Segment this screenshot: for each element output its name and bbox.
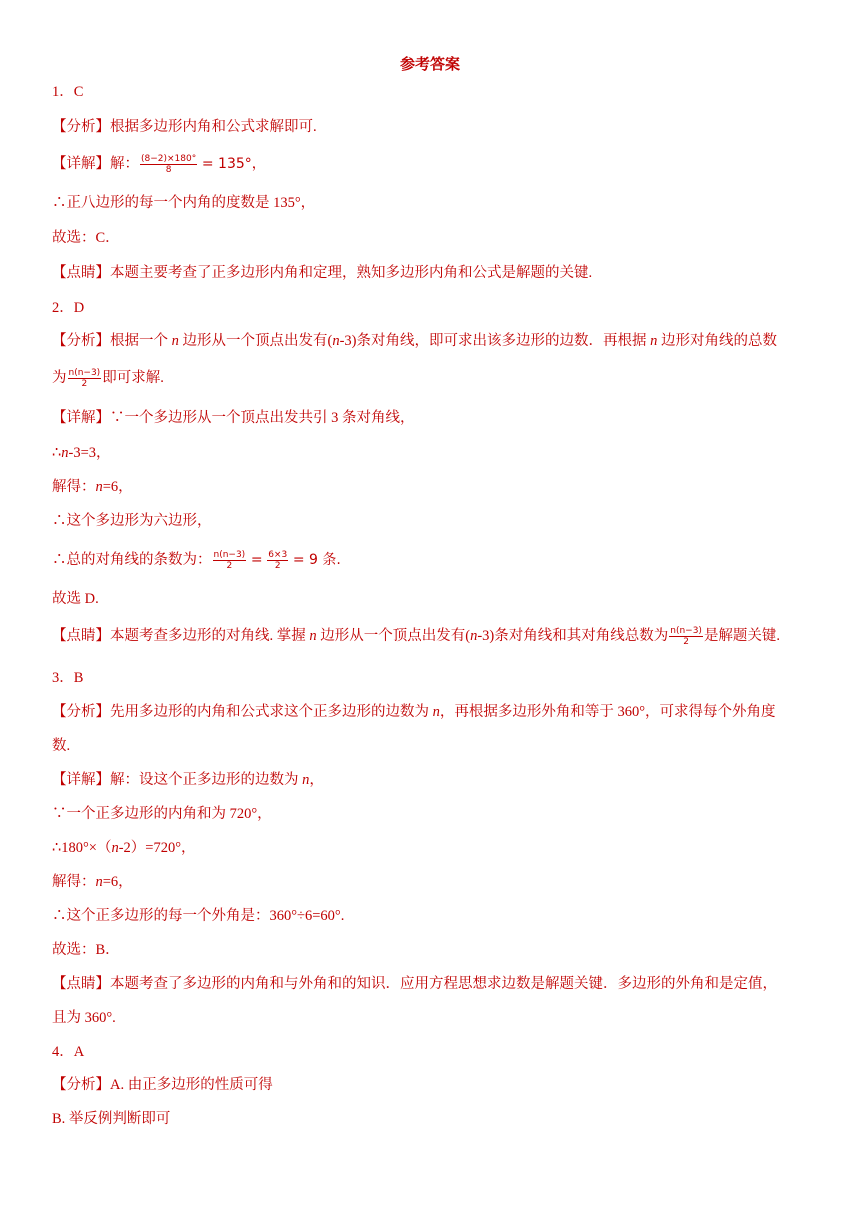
q3-step-text: ∴180°×（ [52,840,112,856]
q1-comment: 【点睛】本题主要考查了正多边形内角和定理，熟知多边形内角和公式是解题的关键. [52,265,593,281]
q2-frac-den: 2 [683,637,689,648]
q1-detail [52,154,822,175]
q2-detail: 【详解】∵一个多边形从一个顶点出发共引 3 条对角线， [52,410,415,426]
q3-step4: ∴这个正多边形的每一个外角是：360°÷6=60°. [52,908,345,924]
q3-comment: 【点睛】本题考查了多边形的内角和与外角和的知识．应用方程思想求边数是解题关键．多边形的外角和是定值， [52,976,777,992]
q2-answer: 2．D [52,300,85,316]
q2-frac-num: n(n−3) [213,550,246,561]
q2-analysis-text: 即可求解. [102,370,164,386]
q2-step2 [52,477,822,497]
var-n: n [302,772,310,788]
q4-analysis: 【分析】A. 由正多边形的性质可得 [52,1077,273,1093]
var-n: n [309,628,317,644]
q2-comment-text: 是解题关键. [703,628,781,644]
q1-fraction [140,154,197,175]
q2-fraction-b [267,550,288,571]
q3-step1: ∵一个正多边形的内角和为 720°， [52,806,272,822]
q2-frac-den: 2 [226,561,233,572]
q3-detail-text: 【详解】解：设这个正多边形的边数为 [52,772,303,788]
therefore-symbol: ∴ [52,445,62,461]
q1-therefore: ∴正八边形的每一个内角的度数是 135°， [52,195,316,211]
q2-comment [52,626,822,647]
q3-step-text: =6， [102,874,133,890]
q1-answer: 1．C [52,84,84,100]
q2-choice: 故选 D. [52,591,99,607]
q2-analysis-text: -3)条对角线，即可求出该多边形的边数．再根据 [339,333,651,349]
q2-analysis-text: 为 [52,370,67,386]
q2-comment-text: -3)条对角线和其对角线总数为 [477,628,669,644]
q2-step-text: -3=3， [68,445,111,461]
q2-fraction [68,368,102,389]
equals-sign: = [250,552,263,568]
q2-comment-text: 边形从一个顶点出发有( [316,628,471,644]
q1-detail-prefix: 【详解】解： [52,156,139,172]
q1-frac-den: 8 [165,165,172,176]
q2-frac-den: 2 [274,561,281,572]
q4-answer: 4．A [52,1044,85,1060]
q3-analysis-text: ，再根据多边形外角和等于 360°，可求得每个外角度 [439,704,776,720]
q1-detail-result: = 135°， [201,156,266,172]
q1-choice: 故选：C． [52,230,120,246]
q2-analysis-text: 【分析】根据一个 [52,333,172,349]
var-n: n [432,704,440,720]
var-n: n [171,333,179,349]
q3-step3 [52,872,822,892]
q2-frac-num: 6×3 [268,550,288,561]
q3-step-text: -2）=720°， [118,840,196,856]
q2-comment-text: 【点睛】本题考查多边形的对角线. 掌握 [52,628,310,644]
q3-detail [52,770,822,790]
q2-frac-num: n(n−3) [670,626,702,637]
q3-detail-text: ， [309,772,324,788]
var-n: n [95,479,103,495]
q3-choice: 故选：B． [52,942,120,958]
q2-analysis [52,331,822,351]
q2-step-text: =6， [102,479,133,495]
q1-analysis: 【分析】根据多边形内角和公式求解即可. [52,119,317,135]
q2-analysis-cont [52,368,822,389]
q3-analysis-text: 【分析】先用多边形的内角和公式求这个正多边形的边数为 [52,704,433,720]
var-n: n [650,333,658,349]
var-n: n [470,628,478,644]
var-n: n [95,874,103,890]
var-n: n [332,333,340,349]
q2-step-text: ∴总的对角线的条数为： [52,552,212,568]
q2-analysis-text: 边形对角线的总数 [657,333,777,349]
q3-step-text: 解得： [52,874,96,890]
var-n: n [111,840,119,856]
q3-comment-cont: 且为 360°. [52,1010,116,1026]
var-n: n [61,445,69,461]
q2-fraction-c [669,626,703,647]
q2-analysis-text: 边形从一个顶点出发有( [178,333,333,349]
q3-answer: 3．B [52,670,84,686]
q4-analysis-b: B. 举反例判断即可 [52,1111,171,1127]
q2-fraction-a [213,550,247,571]
q2-frac-den: 2 [81,379,88,390]
q3-analysis [52,702,822,722]
q1-frac-num: (8−2)×180° [141,154,197,165]
q2-result: = 9 条. [292,552,341,568]
q2-step1 [52,443,822,463]
q3-analysis-cont: 数. [52,738,71,754]
q3-step2 [52,838,822,858]
q2-step-text: 解得： [52,479,96,495]
q2-frac-num: n(n−3) [68,368,101,379]
q2-step3: ∴这个多边形为六边形， [52,513,212,529]
q2-step4 [52,550,822,571]
page-title: 参考答案 [399,55,460,73]
